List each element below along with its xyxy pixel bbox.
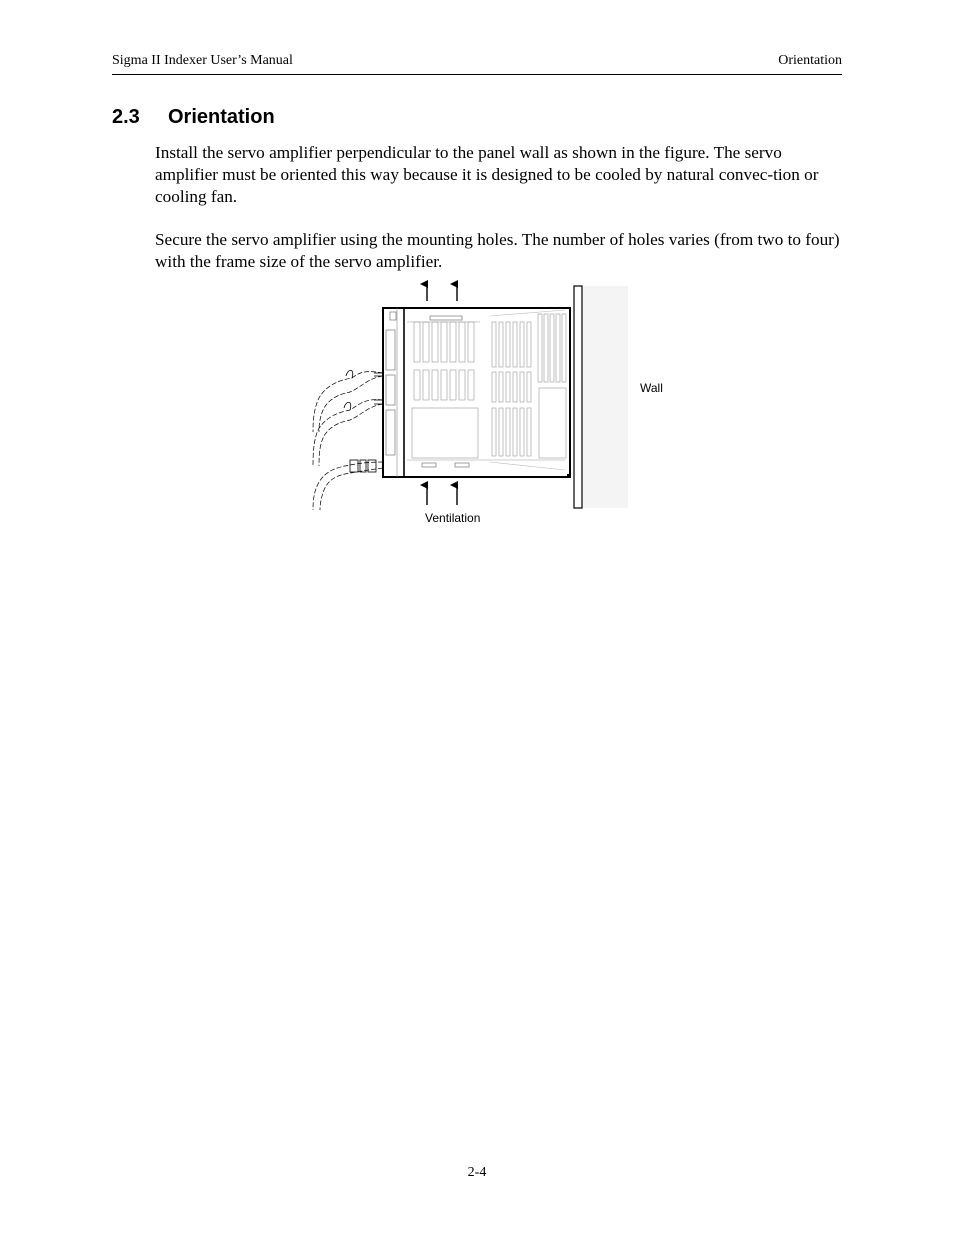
section-title: Orientation <box>168 106 275 128</box>
paragraph-orientation: Install the servo amplifier perpendicular to the panel wall as shown in the figure. The servo amplifier must be oriented this way because it is designed to be cooled by natural convec-tion or cooling fan. <box>155 143 819 206</box>
wall-label: Wall <box>640 381 663 395</box>
page-number: 2-4 <box>467 1165 487 1180</box>
wall-plate <box>574 286 582 508</box>
page-header <box>112 52 842 75</box>
section-number: 2.3 <box>112 106 140 128</box>
ventilation-label: Ventilation <box>425 511 481 525</box>
manual-title: Sigma II Indexer User’s Manual <box>112 53 293 68</box>
wall-surface <box>583 286 628 508</box>
servo-orientation-figure <box>300 278 680 528</box>
paragraph-mounting: Secure the servo amplifier using the mounting holes. The number of holes varies (from two to four) with the frame size of the servo amplifier. <box>155 230 840 271</box>
section-heading <box>112 106 275 129</box>
header-section-name: Orientation <box>778 53 842 68</box>
